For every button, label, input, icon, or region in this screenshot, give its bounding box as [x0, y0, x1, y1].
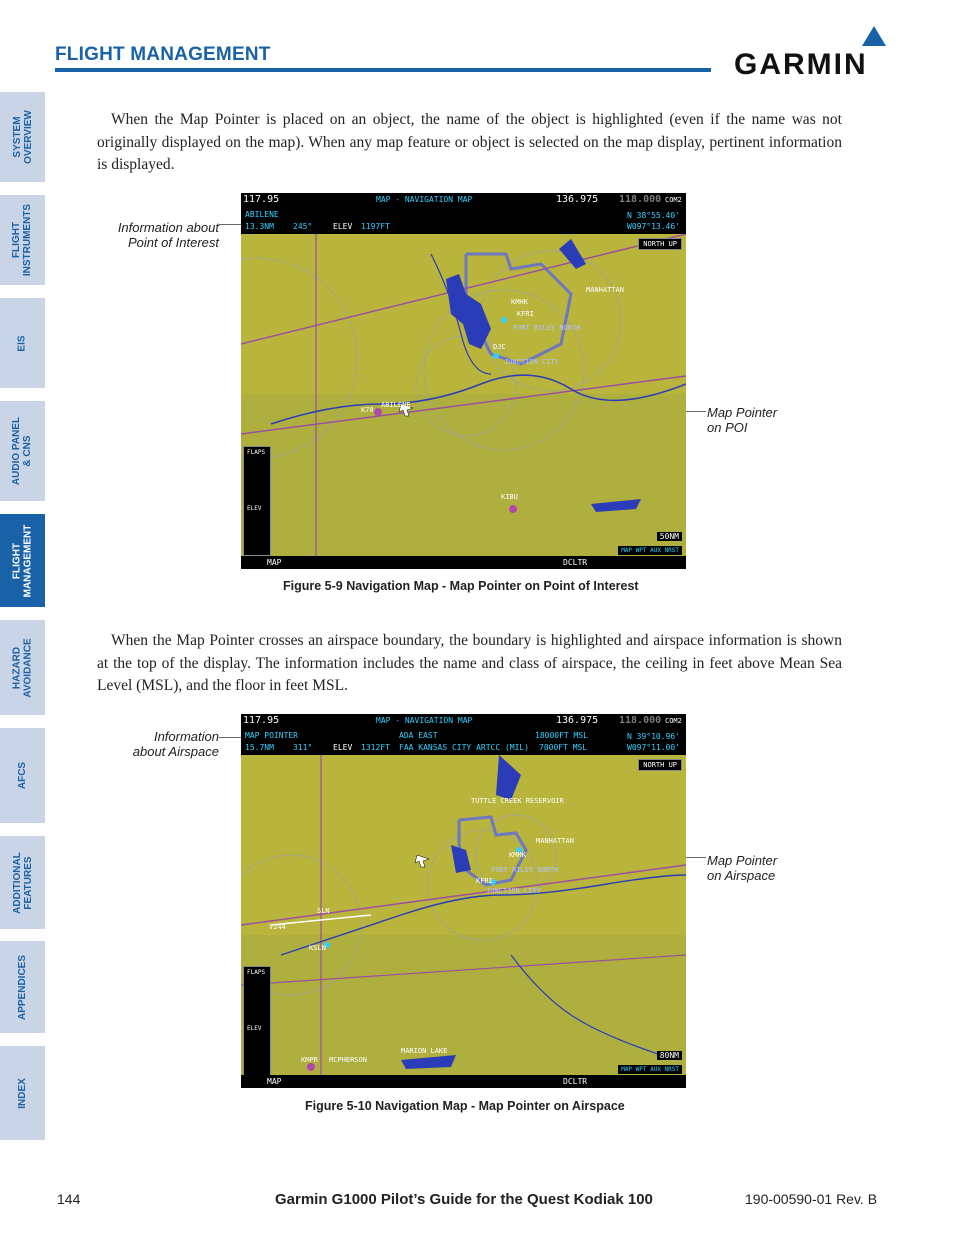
map-label: MARION LAKE	[401, 1047, 448, 1055]
callout-leader-line	[219, 224, 243, 225]
map-label: FORT RILEY NORTH	[491, 866, 559, 874]
softkey-dcltr[interactable]: DCLTR	[563, 1077, 588, 1086]
com1-frequency: 117.95	[243, 715, 280, 726]
document-number: 190-00590-01 Rev. B	[745, 1191, 878, 1207]
map-terrain-shade	[241, 394, 686, 556]
poi-elevation: 1197FT	[361, 222, 390, 231]
airport-symbol	[493, 353, 499, 359]
softkey-bar	[241, 1075, 686, 1088]
tab-index[interactable]: INDEX	[0, 1046, 45, 1140]
orientation-north-up: NORTH UP	[638, 238, 682, 250]
mfd-screen-airspace	[241, 714, 686, 1088]
poi-elev-label: ELEV	[333, 222, 353, 231]
com1-frequency: 117.95	[243, 194, 280, 205]
tab-hazard-avoidance[interactable]: HAZARD AVOIDANCE	[0, 620, 45, 715]
navigation-map[interactable]	[241, 755, 686, 1075]
page-group-indicator: MAP WPT AUX NRST	[618, 1065, 682, 1074]
airport-symbol	[374, 408, 382, 416]
navigation-map[interactable]	[241, 234, 686, 556]
pointer-latitude: N 38°55.40'	[627, 211, 680, 220]
map-label: K70	[361, 406, 374, 414]
map-label: KMHK	[509, 851, 526, 859]
map-range-scale: 80NM	[657, 1051, 682, 1060]
page-number: 144	[57, 1191, 81, 1207]
page-group-indicator: MAP WPT AUX NRST	[618, 546, 682, 555]
map-label: V244	[269, 923, 286, 931]
pointer-info-bar	[241, 729, 686, 756]
pointer-info-bar	[241, 208, 686, 235]
map-label: DJC	[493, 343, 506, 351]
poi-distance: 13.3NM	[245, 222, 274, 231]
com2-label: COM2	[665, 717, 682, 725]
tab-flight-instruments[interactable]: FLIGHT INSTRUMENTS	[0, 195, 45, 285]
tab-eis[interactable]: EIS	[0, 298, 45, 388]
tab-additional-features[interactable]: ADDITIONAL FEATURES	[0, 836, 45, 929]
mfd-top-bar	[241, 714, 686, 729]
mfd-top-bar	[241, 193, 686, 208]
page-title: MAP - NAVIGATION MAP	[376, 716, 473, 725]
figure-caption: Figure 5-10 Navigation Map - Map Pointer on Airspace	[305, 1099, 625, 1113]
map-label: JUNCTION CITY	[486, 887, 541, 895]
callout-pointer-poi: Map Pointer on POI	[707, 405, 778, 435]
tab-system-overview[interactable]: SYSTEM OVERVIEW	[0, 92, 45, 182]
pointer-bearing: 311°	[293, 743, 313, 752]
orientation-north-up: NORTH UP	[638, 759, 682, 771]
com2-standby-frequency: 118.000	[619, 194, 662, 205]
map-label: KFRI	[476, 877, 493, 885]
pointer-longitude: W097°11.00'	[627, 743, 680, 752]
softkey-map[interactable]: MAP	[267, 1077, 282, 1086]
pointer-name: MAP POINTER	[245, 731, 298, 740]
poi-name: ABILENE	[245, 210, 279, 219]
softkey-map[interactable]: MAP	[267, 558, 282, 567]
tab-afcs[interactable]: AFCS	[0, 728, 45, 823]
map-label: MCPHERSON	[329, 1056, 367, 1064]
airport-symbol	[307, 1063, 315, 1071]
callout-info-poi: Information about Point of Interest	[117, 220, 219, 250]
tab-appendices[interactable]: APPENDICES	[0, 941, 45, 1033]
garmin-triangle-icon	[862, 26, 886, 46]
guide-title: Garmin G1000 Pilot’s Guide for the Quest Kodiak 100	[275, 1191, 653, 1208]
callout-leader-line	[219, 737, 243, 738]
airspace-ceiling: 18000FT MSL	[535, 731, 588, 740]
tab-audio-panel-cns[interactable]: AUDIO PANEL & CNS	[0, 401, 45, 501]
flaps-elevator-indicator: FLAPS ELEV	[243, 446, 271, 556]
airspace-floor: 7000FT MSL	[539, 743, 588, 752]
map-range-scale: 50NM	[657, 532, 682, 541]
map-label: KSLN	[309, 944, 326, 952]
paragraph-airspace-boundary: When the Map Pointer crosses an airspace boundary, the boundary is highlighted and airspace information is shown at the top of the display. The information includes the name and class of airspace, the ceiling in feet above Mean Sea Level (MSL), and the floor in feet MSL.	[97, 632, 842, 694]
mfd-screen-poi	[241, 193, 686, 569]
airport-symbol	[501, 317, 507, 323]
pointer-distance: 15.7NM	[245, 743, 274, 752]
map-label: KIBU	[501, 493, 518, 501]
softkey-dcltr[interactable]: DCLTR	[563, 558, 588, 567]
map-label: JUNCTION CITY	[504, 358, 559, 366]
pointer-latitude: N 39°10.96'	[627, 732, 680, 741]
page-title: MAP - NAVIGATION MAP	[376, 195, 473, 204]
airspace-name: ADA EAST	[399, 731, 438, 740]
pointer-elevation: 1312FT	[361, 743, 390, 752]
map-terrain-shade	[241, 935, 686, 1075]
map-label: FORT RILEY NORTH	[513, 324, 581, 332]
paragraph-map-pointer-object: When the Map Pointer is placed on an object, the name of the object is highlighted (even if the name was not originally displayed on the map). When any map feature or object is selected on the map display, pertinent information is displayed.	[97, 111, 842, 173]
com2-standby-frequency: 118.000	[619, 715, 662, 726]
garmin-logo-text: GARMIN	[734, 48, 868, 78]
flaps-elevator-indicator: FLAPS ELEV	[243, 966, 271, 1076]
callout-info-airspace: Information about Airspace	[132, 729, 219, 759]
airport-symbol	[509, 505, 517, 513]
com2-label: COM2	[665, 196, 682, 204]
figure-caption: Figure 5-9 Navigation Map - Map Pointer on Point of Interest	[283, 579, 639, 593]
section-title: FLIGHT MANAGEMENT	[55, 44, 271, 65]
callout-pointer-airspace: Map Pointer on Airspace	[707, 853, 778, 883]
garmin-logo	[734, 26, 899, 78]
map-label: KFRI	[517, 310, 534, 318]
map-label: SLN	[317, 907, 330, 915]
map-label: ABILENE	[381, 401, 411, 409]
map-label: KMHK	[511, 298, 528, 306]
softkey-bar	[241, 556, 686, 569]
map-label: TUTTLE CREEK RESERVOIR	[471, 797, 564, 805]
com2-active-frequency: 136.975	[556, 715, 599, 726]
tab-flight-management[interactable]: FLIGHT MANAGEMENT	[0, 514, 45, 607]
com2-active-frequency: 136.975	[556, 194, 599, 205]
poi-bearing: 245°	[293, 222, 313, 231]
pointer-longitude: W097°13.46'	[627, 222, 680, 231]
map-label: MANHATTAN	[586, 286, 624, 294]
map-label: MANHATTAN	[536, 837, 574, 845]
map-label: KMPR	[301, 1056, 318, 1064]
pointer-elev-label: ELEV	[333, 743, 353, 752]
airspace-class: FAA KANSAS CITY ARTCC (MIL)	[399, 743, 530, 752]
header-rule	[55, 68, 711, 72]
